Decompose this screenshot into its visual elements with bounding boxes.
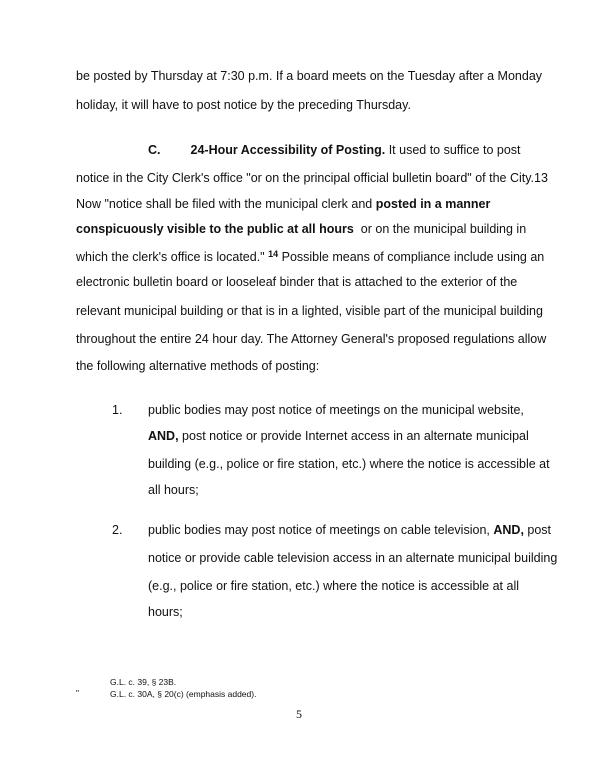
body-text: It used to suffice to post: [388, 143, 521, 157]
body-text: post: [527, 523, 552, 537]
body-text-line: be posted by Thursday at 7:30 p.m. If a board meets on the Tuesday after a Monday: [76, 69, 543, 83]
body-text-line: the following alternative methods of posting:: [76, 359, 320, 373]
emphasis-text: posted in a manner: [375, 197, 491, 211]
list-item-text: building (e.g., police or fire station, etc.) where the notice is accessible at: [148, 457, 550, 471]
body-text-line: holiday, it will have to post notice by the preceding Thursday.: [76, 98, 411, 112]
footnote-13: G.L. c. 39, § 23B.: [110, 677, 177, 687]
footnote-14: G.L. c. 30A, § 20(c) (emphasis added).: [110, 689, 257, 699]
list-item-text: public bodies may post notice of meetings on the municipal website,: [148, 403, 524, 417]
body-text-line: [76, 221, 526, 237]
emphasis-text: AND,: [493, 523, 524, 537]
body-text-line: throughout the entire 24 hour day. The Attorney General's proposed regulations allow: [76, 332, 547, 346]
list-item-text: notice or provide cable television access in an alternate municipal building: [148, 551, 558, 565]
body-text: post notice or provide Internet access in an alternate municipal: [182, 429, 529, 443]
body-text: Possible means of compliance include using an: [281, 250, 545, 264]
footnote-marker: 14: [268, 249, 279, 259]
section-letter: C.: [148, 143, 161, 157]
footnote-14-marker: ": [76, 688, 80, 698]
body-text-line: [76, 196, 490, 212]
section-heading: 24-Hour Accessibility of Posting.: [190, 143, 386, 157]
list-item-text: [148, 522, 551, 538]
emphasis-text: conspicuously visible to the public at all hours: [76, 222, 354, 236]
body-text: or on the municipal building in: [360, 222, 527, 236]
body-text-line: electronic bulletin board or looseleaf binder that is attached to the exterior of the: [76, 275, 518, 289]
list-item-text: [148, 428, 529, 444]
body-text: Now "notice shall be filed with the municipal clerk and: [76, 197, 373, 211]
emphasis-text: AND,: [148, 429, 179, 443]
body-text-line: notice in the City Clerk's office "or on the principal official bulletin board" of the City.13: [76, 171, 548, 185]
list-item-text: (e.g., police or fire station, etc.) where the notice is accessible at all: [148, 579, 520, 593]
body-text: which the clerk's office is located.": [76, 250, 265, 264]
list-item-text: hours;: [148, 605, 183, 619]
list-item-text: all hours;: [148, 483, 199, 497]
body-text: public bodies may post notice of meetings on cable television,: [148, 523, 490, 537]
list-item-number: 2.: [112, 523, 123, 537]
body-text-line: [76, 246, 544, 265]
list-item-number: 1.: [112, 403, 123, 417]
body-text-line: relevant municipal building or that is in a lighted, visible part of the municipal building: [76, 304, 543, 318]
section-c-line: [148, 142, 521, 158]
page-number: 5: [296, 707, 302, 721]
